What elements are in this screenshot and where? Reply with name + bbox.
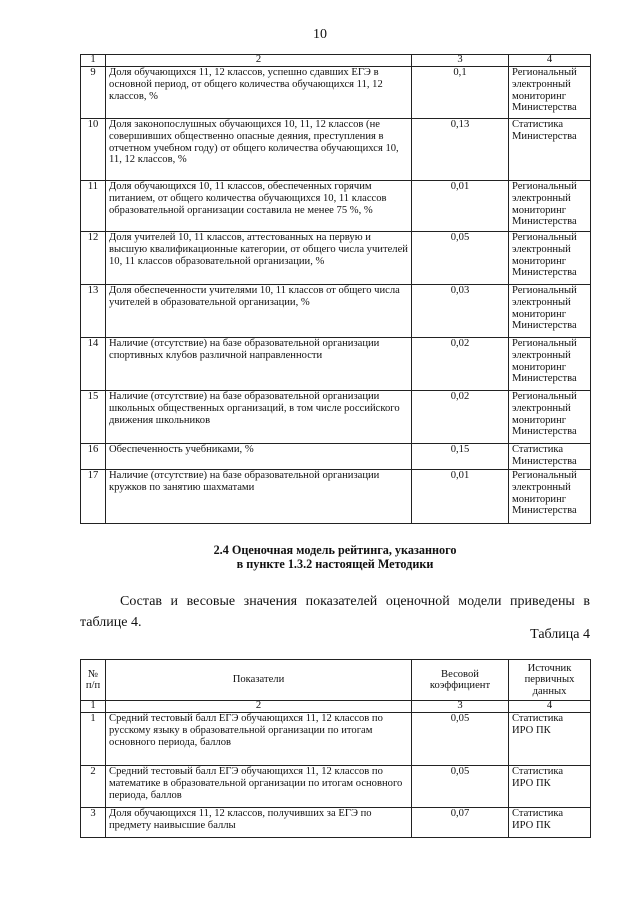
- table-row: [81, 470, 591, 524]
- table-row: [81, 808, 591, 838]
- column-header: Источник первичных данных: [509, 660, 591, 701]
- source-cell: Региональный электронный мониторинг Министерства: [509, 285, 591, 338]
- row-number: 11: [81, 181, 106, 232]
- indicators-table-4: [80, 659, 591, 838]
- indicator-cell: Средний тестовый балл ЕГЭ обучающихся 11, 12 классов по русскому языку в образовательной организации по итогам основного периода, баллов: [106, 713, 412, 766]
- table-row: [81, 766, 591, 808]
- table-column-numbers-row: [81, 55, 591, 67]
- table-row: [81, 338, 591, 391]
- weight-cell: 0,01: [412, 470, 509, 524]
- source-cell: Статистика ИРО ПК: [509, 766, 591, 808]
- column-header: Весовой коэффициент: [412, 660, 509, 701]
- column-number: 4: [509, 701, 591, 713]
- table-caption: Таблица 4: [530, 627, 590, 642]
- indicator-cell: Средний тестовый балл ЕГЭ обучающихся 11, 12 классов по математике в образовательной организации по итогам основного периода, баллов: [106, 766, 412, 808]
- body-paragraph: Состав и весовые значения показателей оценочной модели приведены в таблице 4.: [80, 594, 590, 630]
- weight-cell: 0,05: [412, 713, 509, 766]
- row-number: 12: [81, 232, 106, 285]
- source-cell: Статистика Министерства: [509, 119, 591, 181]
- table-header-row: [81, 660, 591, 701]
- table-row: [81, 285, 591, 338]
- source-cell: Статистика Министерства: [509, 444, 591, 470]
- table-row: [81, 119, 591, 181]
- row-number: 15: [81, 391, 106, 444]
- row-number: 2: [81, 766, 106, 808]
- section-title-line: в пункте 1.3.2 настоящей Методики: [236, 557, 434, 571]
- indicator-cell: Доля обеспеченности учителями 10, 11 классов от общего числа учителей в образовательной организации, %: [106, 285, 412, 338]
- indicator-cell: Наличие (отсутствие) на базе образовательной организации школьных общественных организаций, в том числе российского движения школьников: [106, 391, 412, 444]
- weight-cell: 0,13: [412, 119, 509, 181]
- row-number: 1: [81, 713, 106, 766]
- indicator-cell: Обеспеченность учебниками, %: [106, 444, 412, 470]
- column-number: 1: [81, 55, 106, 67]
- section-title: [80, 543, 590, 571]
- source-cell: Региональный электронный мониторинг Министерства: [509, 67, 591, 119]
- weight-cell: 0,05: [412, 232, 509, 285]
- column-number: 2: [106, 701, 412, 713]
- column-header: Показатели: [106, 660, 412, 701]
- source-cell: Статистика ИРО ПК: [509, 713, 591, 766]
- page-number: 10: [313, 27, 327, 42]
- indicator-cell: Доля обучающихся 11, 12 классов, успешно сдавших ЕГЭ в основной период, от общего количества обучающихся 11, 12 классов, %: [106, 67, 412, 119]
- weight-cell: 0,01: [412, 181, 509, 232]
- row-number: 17: [81, 470, 106, 524]
- source-cell: Региональный электронный мониторинг Министерства: [509, 181, 591, 232]
- source-cell: Статистика ИРО ПК: [509, 808, 591, 838]
- column-number: 4: [509, 55, 591, 67]
- weight-cell: 0,07: [412, 808, 509, 838]
- indicator-cell: Доля законопослушных обучающихся 10, 11, 12 классов (не совершивших общественно опасные деяния, преступления в отчетном учебном году) от общего количества обучающихся 10, 11, 12 классов, %: [106, 119, 412, 181]
- table-row: [81, 391, 591, 444]
- source-cell: Региональный электронный мониторинг Министерства: [509, 338, 591, 391]
- source-cell: Региональный электронный мониторинг Министерства: [509, 232, 591, 285]
- indicators-table-continued: [80, 54, 591, 524]
- column-number: 3: [412, 55, 509, 67]
- table-row: [81, 444, 591, 470]
- row-number: 13: [81, 285, 106, 338]
- section-title-line: 2.4 Оценочная модель рейтинга, указанного: [213, 543, 457, 557]
- indicator-cell: Доля обучающихся 10, 11 классов, обеспеченных горячим питанием, от общего количества обучающихся 10, 11 классов образовательной организации составила не менее 75 %, %: [106, 181, 412, 232]
- source-cell: Региональный электронный мониторинг Министерства: [509, 391, 591, 444]
- column-number: 1: [81, 701, 106, 713]
- row-number: 10: [81, 119, 106, 181]
- weight-cell: 0,02: [412, 338, 509, 391]
- column-header: № п/п: [81, 660, 106, 701]
- table-row: [81, 713, 591, 766]
- weight-cell: 0,1: [412, 67, 509, 119]
- column-number: 2: [106, 55, 412, 67]
- source-cell: Региональный электронный мониторинг Министерства: [509, 470, 591, 524]
- indicator-cell: Доля обучающихся 11, 12 классов, получивших за ЕГЭ по предмету наивысшие баллы: [106, 808, 412, 838]
- table-column-numbers-row: [81, 701, 591, 713]
- table-row: [81, 232, 591, 285]
- indicator-cell: Доля учителей 10, 11 классов, аттестованных на первую и высшую квалификационные категории, от общего числа учителей 10, 11 классов образовательной организации, %: [106, 232, 412, 285]
- weight-cell: 0,15: [412, 444, 509, 470]
- table-row: [81, 181, 591, 232]
- weight-cell: 0,02: [412, 391, 509, 444]
- indicator-cell: Наличие (отсутствие) на базе образовательной организации спортивных клубов различной направленности: [106, 338, 412, 391]
- weight-cell: 0,03: [412, 285, 509, 338]
- row-number: 16: [81, 444, 106, 470]
- row-number: 14: [81, 338, 106, 391]
- column-number: 3: [412, 701, 509, 713]
- indicator-cell: Наличие (отсутствие) на базе образовательной организации кружков по занятию шахматами: [106, 470, 412, 524]
- table-row: [81, 67, 591, 119]
- weight-cell: 0,05: [412, 766, 509, 808]
- row-number: 3: [81, 808, 106, 838]
- row-number: 9: [81, 67, 106, 119]
